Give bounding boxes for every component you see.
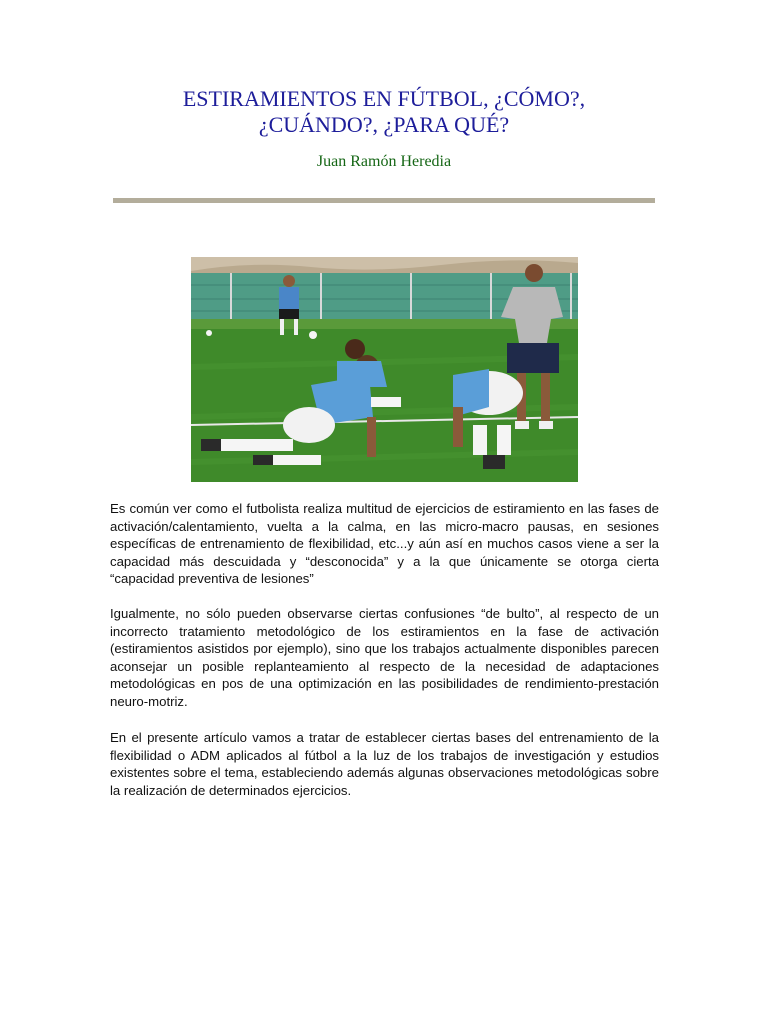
- football-stretching-photo: [191, 257, 578, 482]
- author-name: Juan Ramón Heredia: [316, 153, 452, 170]
- paragraph-2: Igualmente, no sólo pueden observarse ciertas confusiones “de bulto”, al respecto de un incorrecto tratamiento metodológico de los estiramientos en la fase de activación (estiramientos asistidos por ejemplo), sino que los trabajos actualmente disponibles parecen aconsejar un posible replanteamiento al respecto de la necesidad de adaptaciones metodológicas en pos de una optimización en las posibilidades de rendimiento-prestación neuro-motriz.: [110, 606, 659, 709]
- paragraph-1: Es común ver como el futbolista realiza multitud de ejercicios de estiramiento en las fases de activación/calentamiento, vuelta a la calma, en las micro-macro pausas, en sesiones específicas de entrenamiento de flexibilidad, etc...y aún así en muchos casos viene a ser la capacidad más descuidada y “desconocida” y a la que únicamente se otorga cierta “capacidad preventiva de lesiones”: [110, 501, 659, 587]
- title-line-1: ESTIRAMIENTOS EN FÚTBOL, ¿CÓMO?,: [182, 86, 586, 111]
- title-line-2: ¿CUÁNDO?, ¿PARA QUÉ?: [258, 112, 510, 137]
- horizontal-rule: [113, 198, 655, 203]
- paragraph-3: En el presente artículo vamos a tratar de establecer ciertas bases del entrenamiento de la flexibilidad o ADM aplicados al fútbol a la luz de los trabajos de investigación y estudios existentes sobre el tema, estableciendo además algunas observaciones metodológicas sobre la realización de determinados ejercicios.: [110, 730, 659, 798]
- document-title: [0, 86, 768, 138]
